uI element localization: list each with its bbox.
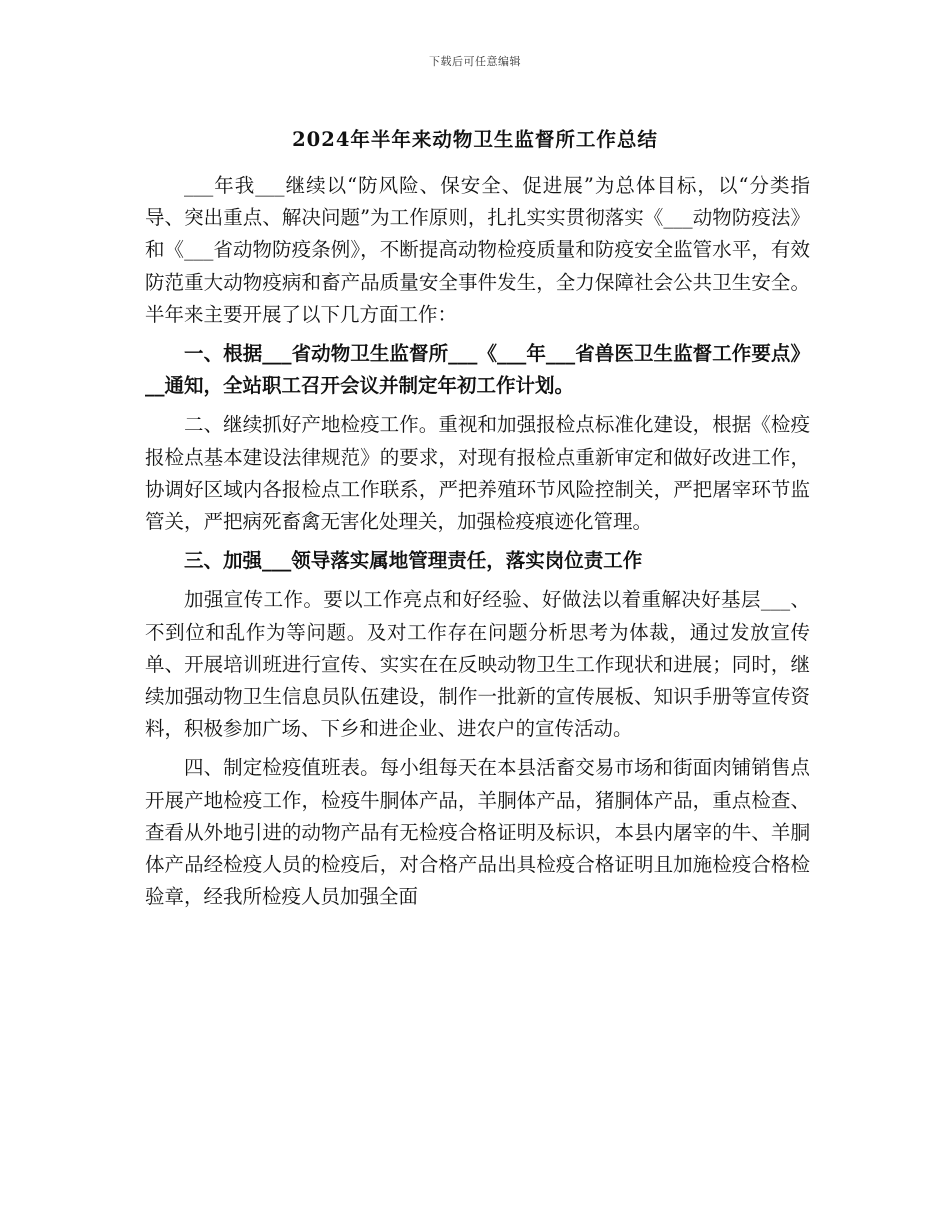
paragraph-intro: ___年我___继续以“防风险、保安全、促进展”为总体目标，以“分类指导、突出重点、解决问题”为工作原则，扎扎实实贯彻落实《___动物防疫法》和《___省动物防疫条例》，不断提高动物检疫质量和防疫安全监管水平，有效防范重大动物疫病和畜产品质量安全事件发生，全力保障社会公共卫生安全。半年来主要开展了以下几方面工作：	[145, 174, 810, 326]
paragraph-section-3-heading: 三、加强___领导落实属地管理责任，落实岗位责工作	[184, 549, 643, 573]
paragraph-section-1-heading: 一、根据___省动物卫生监督所___《___年___省兽医卫生监督工作要点》__通知，全站职工召开会议并制定年初工作计划。	[145, 342, 810, 398]
paragraph-section-4: 四、制定检疫值班表。每小组每天在本县活畜交易市场和街面肉铺销售点开展产地检疫工作，检疫牛胴体产品，羊胴体产品，猪胴体产品，重点检查、查看从外地引进的动物产品有无检疫合格证明及标识，本县内屠宰的牛、羊胴体产品经检疫人员的检疫后，对合格产品出具检疫合格证明且加施检疫合格检验章，经我所检疫人员加强全面	[145, 756, 810, 909]
page-header-note: 下载后可任意编辑	[429, 55, 521, 68]
paragraph-publicity: 加强宣传工作。要以工作亮点和好经验、好做法以着重解决好基层___、不到位和乱作为等问题。及对工作存在问题分析思考为体裁，通过发放宣传单、开展培训班进行宣传、实实在在反映动物卫生工作现状和进展；同时，继续加强动物卫生信息员队伍建设，制作一批新的宣传展板、知识手册等宣传资料，积极参加广场、下乡和进企业、进农户的宣传活动。	[145, 588, 810, 741]
paragraph-section-2: 二、继续抓好产地检疫工作。重视和加强报检点标准化建设，根据《检疫报检点基本建设法律规范》的要求，对现有报检点重新审定和做好改进工作，协调好区域内各报检点工作联系，严把养殖环节风险控制关，严把屠宰环节监管关，严把病死畜禽无害化处理关，加强检疫痕迹化管理。	[145, 413, 810, 534]
document-body	[145, 170, 810, 913]
document-title: 2024年半年来动物卫生监督所工作总结	[292, 128, 658, 151]
